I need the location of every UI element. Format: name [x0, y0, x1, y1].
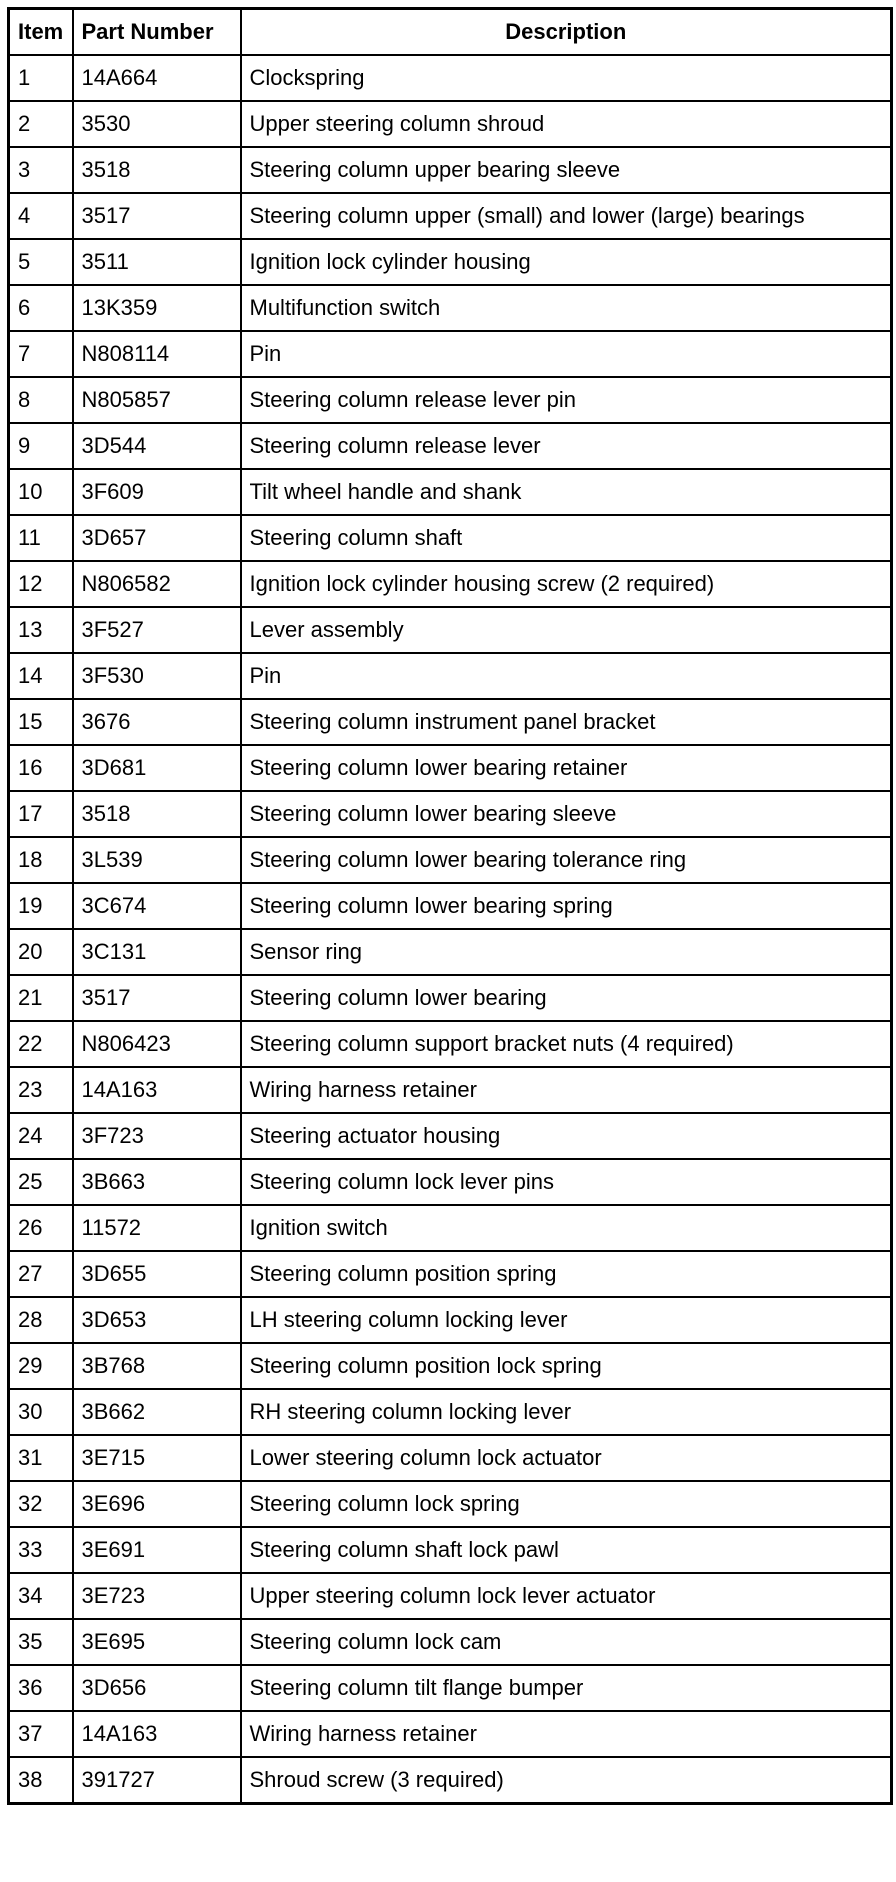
cell-item: 37	[9, 1711, 73, 1757]
parts-table	[7, 7, 893, 1805]
table-row	[9, 1297, 892, 1343]
header-description: Description	[241, 9, 892, 56]
cell-item: 17	[9, 791, 73, 837]
cell-part-number: N806582	[73, 561, 241, 607]
table-row	[9, 1481, 892, 1527]
cell-part-number: 3B662	[73, 1389, 241, 1435]
cell-part-number: 3517	[73, 193, 241, 239]
cell-description: Steering column lower bearing spring	[241, 883, 892, 929]
cell-item: 29	[9, 1343, 73, 1389]
cell-item: 18	[9, 837, 73, 883]
cell-item: 31	[9, 1435, 73, 1481]
cell-part-number: 3F723	[73, 1113, 241, 1159]
cell-description: RH steering column locking lever	[241, 1389, 892, 1435]
header-row	[9, 9, 892, 56]
cell-part-number: 3D681	[73, 745, 241, 791]
cell-item: 5	[9, 239, 73, 285]
cell-description: Steering column upper (small) and lower (large) bearings	[241, 193, 892, 239]
table-row	[9, 331, 892, 377]
header-item: Item	[9, 9, 73, 56]
cell-part-number: 3E723	[73, 1573, 241, 1619]
cell-item: 13	[9, 607, 73, 653]
cell-part-number: 3518	[73, 791, 241, 837]
table-row	[9, 285, 892, 331]
cell-part-number: 3D656	[73, 1665, 241, 1711]
table-body	[9, 55, 892, 1804]
cell-description: Ignition switch	[241, 1205, 892, 1251]
cell-item: 24	[9, 1113, 73, 1159]
cell-description: Steering column support bracket nuts (4 required)	[241, 1021, 892, 1067]
cell-description: Ignition lock cylinder housing	[241, 239, 892, 285]
table-row	[9, 101, 892, 147]
cell-item: 2	[9, 101, 73, 147]
cell-part-number: N808114	[73, 331, 241, 377]
cell-description: Steering column lock cam	[241, 1619, 892, 1665]
header-part-number: Part Number	[73, 9, 241, 56]
table-row	[9, 653, 892, 699]
cell-part-number: 3511	[73, 239, 241, 285]
cell-description: Shroud screw (3 required)	[241, 1757, 892, 1804]
table-row	[9, 837, 892, 883]
cell-item: 38	[9, 1757, 73, 1804]
table-row	[9, 515, 892, 561]
table-row	[9, 469, 892, 515]
cell-part-number: 14A664	[73, 55, 241, 101]
cell-description: Wiring harness retainer	[241, 1711, 892, 1757]
cell-part-number: 3E691	[73, 1527, 241, 1573]
cell-item: 7	[9, 331, 73, 377]
table-row	[9, 1021, 892, 1067]
cell-description: Steering column shaft	[241, 515, 892, 561]
cell-part-number: 3F609	[73, 469, 241, 515]
cell-part-number: 3D657	[73, 515, 241, 561]
cell-part-number: 391727	[73, 1757, 241, 1804]
cell-item: 6	[9, 285, 73, 331]
cell-description: Ignition lock cylinder housing screw (2 required)	[241, 561, 892, 607]
table-row	[9, 1711, 892, 1757]
cell-part-number: 3676	[73, 699, 241, 745]
cell-item: 33	[9, 1527, 73, 1573]
cell-part-number: 3D655	[73, 1251, 241, 1297]
cell-description: Steering column instrument panel bracket	[241, 699, 892, 745]
cell-part-number: 3518	[73, 147, 241, 193]
cell-part-number: 11572	[73, 1205, 241, 1251]
cell-part-number: 3B768	[73, 1343, 241, 1389]
table-row	[9, 791, 892, 837]
table-row	[9, 699, 892, 745]
cell-description: Steering column position lock spring	[241, 1343, 892, 1389]
cell-description: LH steering column locking lever	[241, 1297, 892, 1343]
cell-item: 9	[9, 423, 73, 469]
cell-description: Multifunction switch	[241, 285, 892, 331]
cell-part-number: 14A163	[73, 1067, 241, 1113]
cell-item: 27	[9, 1251, 73, 1297]
table-row	[9, 377, 892, 423]
cell-item: 8	[9, 377, 73, 423]
table-row	[9, 975, 892, 1021]
cell-description: Steering column lower bearing tolerance ring	[241, 837, 892, 883]
cell-description: Steering column lower bearing retainer	[241, 745, 892, 791]
cell-item: 14	[9, 653, 73, 699]
cell-item: 35	[9, 1619, 73, 1665]
cell-part-number: 3530	[73, 101, 241, 147]
cell-description: Pin	[241, 331, 892, 377]
cell-item: 3	[9, 147, 73, 193]
cell-part-number: 3C674	[73, 883, 241, 929]
cell-part-number: 3517	[73, 975, 241, 1021]
cell-part-number: 13K359	[73, 285, 241, 331]
cell-part-number: 3F527	[73, 607, 241, 653]
table-row	[9, 423, 892, 469]
table-row	[9, 1113, 892, 1159]
table-row	[9, 1251, 892, 1297]
cell-description: Steering column shaft lock pawl	[241, 1527, 892, 1573]
cell-description: Steering column tilt flange bumper	[241, 1665, 892, 1711]
cell-description: Steering actuator housing	[241, 1113, 892, 1159]
cell-item: 36	[9, 1665, 73, 1711]
cell-item: 32	[9, 1481, 73, 1527]
cell-description: Tilt wheel handle and shank	[241, 469, 892, 515]
table-row	[9, 1435, 892, 1481]
cell-part-number: 14A163	[73, 1711, 241, 1757]
table-row	[9, 55, 892, 101]
cell-part-number: 3E696	[73, 1481, 241, 1527]
cell-item: 1	[9, 55, 73, 101]
table-row	[9, 1573, 892, 1619]
table-row	[9, 883, 892, 929]
cell-item: 23	[9, 1067, 73, 1113]
cell-item: 20	[9, 929, 73, 975]
cell-item: 28	[9, 1297, 73, 1343]
table-row	[9, 239, 892, 285]
table-row	[9, 193, 892, 239]
cell-description: Sensor ring	[241, 929, 892, 975]
table-row	[9, 1159, 892, 1205]
cell-part-number: 3F530	[73, 653, 241, 699]
cell-part-number: N805857	[73, 377, 241, 423]
cell-part-number: 3D653	[73, 1297, 241, 1343]
cell-description: Upper steering column shroud	[241, 101, 892, 147]
table-row	[9, 607, 892, 653]
table-row	[9, 1067, 892, 1113]
cell-part-number: 3E715	[73, 1435, 241, 1481]
cell-item: 30	[9, 1389, 73, 1435]
cell-description: Wiring harness retainer	[241, 1067, 892, 1113]
cell-description: Lever assembly	[241, 607, 892, 653]
cell-item: 22	[9, 1021, 73, 1067]
cell-part-number: 3D544	[73, 423, 241, 469]
table-row	[9, 1665, 892, 1711]
cell-description: Pin	[241, 653, 892, 699]
cell-part-number: 3C131	[73, 929, 241, 975]
cell-item: 12	[9, 561, 73, 607]
cell-part-number: 3E695	[73, 1619, 241, 1665]
cell-item: 21	[9, 975, 73, 1021]
cell-description: Steering column upper bearing sleeve	[241, 147, 892, 193]
table-row	[9, 929, 892, 975]
table-row	[9, 561, 892, 607]
cell-description: Steering column lock spring	[241, 1481, 892, 1527]
cell-description: Steering column release lever pin	[241, 377, 892, 423]
cell-item: 25	[9, 1159, 73, 1205]
cell-item: 11	[9, 515, 73, 561]
table-row	[9, 1389, 892, 1435]
cell-description: Steering column release lever	[241, 423, 892, 469]
cell-description: Steering column lock lever pins	[241, 1159, 892, 1205]
table-row	[9, 1527, 892, 1573]
cell-part-number: 3B663	[73, 1159, 241, 1205]
cell-item: 15	[9, 699, 73, 745]
cell-item: 34	[9, 1573, 73, 1619]
table-row	[9, 745, 892, 791]
cell-item: 10	[9, 469, 73, 515]
cell-description: Steering column lower bearing sleeve	[241, 791, 892, 837]
table-row	[9, 1205, 892, 1251]
table-row	[9, 1757, 892, 1804]
table-row	[9, 1619, 892, 1665]
cell-part-number: 3L539	[73, 837, 241, 883]
cell-description: Lower steering column lock actuator	[241, 1435, 892, 1481]
cell-item: 19	[9, 883, 73, 929]
cell-description: Upper steering column lock lever actuator	[241, 1573, 892, 1619]
cell-description: Steering column position spring	[241, 1251, 892, 1297]
cell-item: 4	[9, 193, 73, 239]
cell-item: 16	[9, 745, 73, 791]
table-row	[9, 147, 892, 193]
cell-part-number: N806423	[73, 1021, 241, 1067]
table-row	[9, 1343, 892, 1389]
cell-description: Steering column lower bearing	[241, 975, 892, 1021]
cell-item: 26	[9, 1205, 73, 1251]
cell-description: Clockspring	[241, 55, 892, 101]
